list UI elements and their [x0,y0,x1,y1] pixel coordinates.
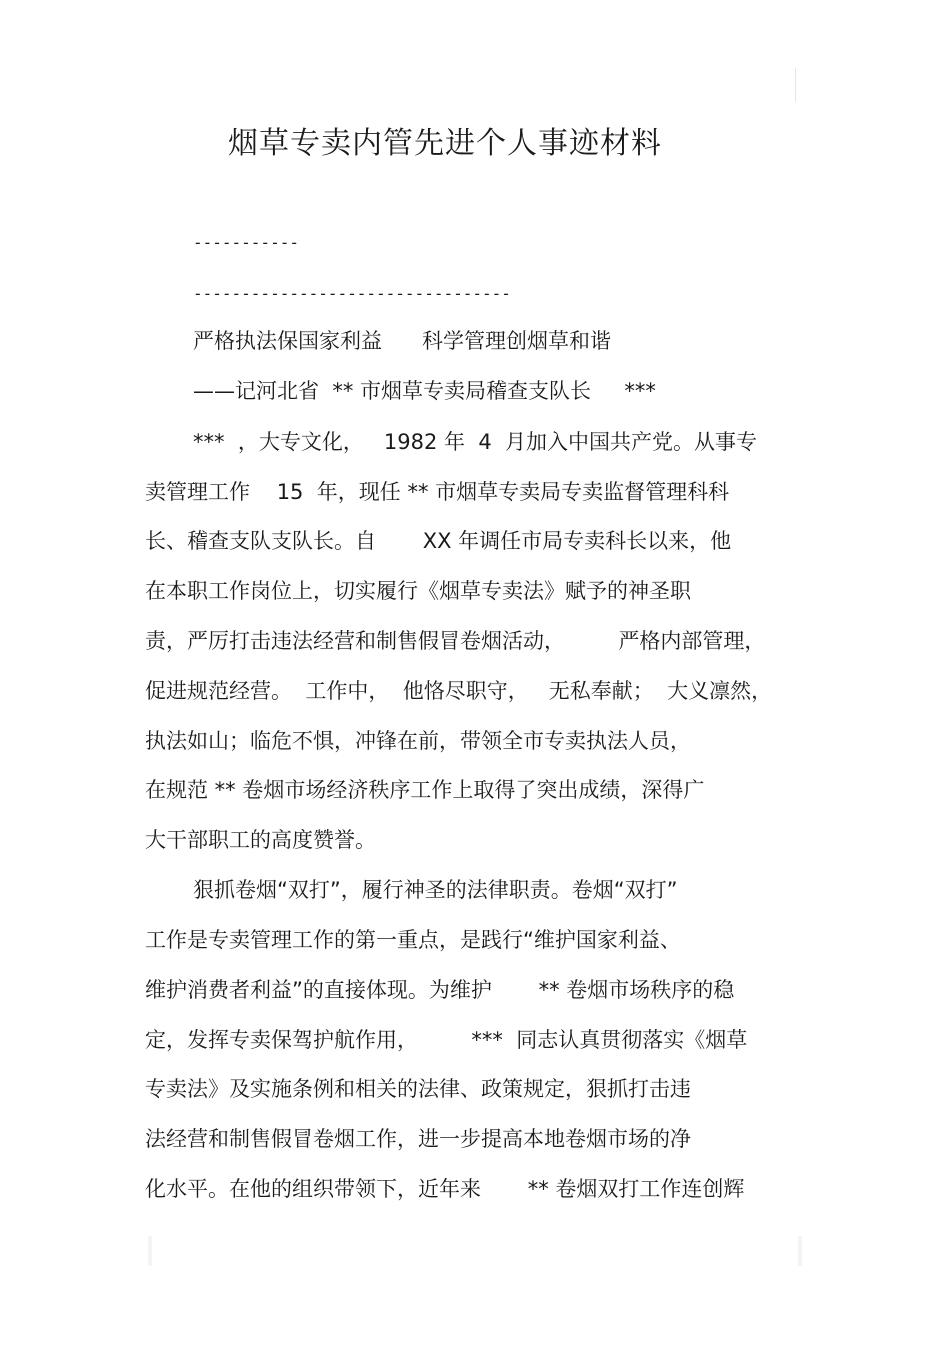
paragraph2-line: 法经营和制售假冒卷烟工作，进一步提高本地卷烟市场的净 [145,1127,691,1151]
paragraph1-line: *** ，大专文化， 1982 年 4 月加入中国共产党。从事专 [193,430,758,454]
paragraph1-line: 在规范 ** 卷烟市场经济秩序工作上取得了突出成绩，深得广 [145,778,705,802]
paragraph1-line: 卖管理工作 15 年，现任 ** 市烟草专卖局专卖监督管理科科 [145,480,730,504]
paragraph1-line: 大干部职工的高度赞誉。 [145,828,376,852]
paragraph2-line: 工作是专卖管理工作的第一重点，是践行“维护国家利益、 [145,928,681,952]
document-title: 烟草专卖内管先进个人事迹材料 [228,126,662,161]
page-edge-mark [795,68,796,102]
paragraph1-line: 在本职工作岗位上，切实履行《烟草专卖法》赋予的神圣职 [145,579,691,603]
paragraph1-line: 责，严厉打击违法经营和制售假冒卷烟活动， 严格内部管理， [145,629,766,653]
page-corner-mark-right [798,1236,802,1266]
separator-short: ----------- [193,233,299,252]
paragraph2-line: 定，发挥专卖保驾护航作用， *** 同志认真贯彻落实《烟草 [145,1028,748,1052]
paragraph2-line: 专卖法》及实施条例和相关的法律、政策规定，狠抓打击违 [145,1077,691,1101]
page-corner-mark-left [148,1236,152,1266]
separator-long: --------------------------------- [193,284,511,303]
subtitle-line-1: 严格执法保国家利益 科学管理创烟草和谐 [193,329,612,353]
paragraph1-line: 执法如山；临危不惧，冲锋在前，带领全市专卖执法人员， [145,729,691,753]
paragraph2-line: 维护消费者利益”的直接体现。为维护 ** 卷烟市场秩序的稳 [145,978,735,1002]
subtitle-line-2: ——记河北省 ** 市烟草专卖局稽查支队长 *** [193,379,656,403]
paragraph1-line: 长、稽查支队支队长。自 XX 年调任市局专卖科长以来，他 [145,529,732,553]
paragraph1-line: 促进规范经营。 工作中， 他恪尽职守， 无私奉献； 大义凛然， [145,679,773,703]
paragraph2-line: 化水平。在他的组织带领下，近年来 ** 卷烟双打工作连创辉 [145,1177,745,1201]
paragraph2-line: 狠抓卷烟“双打”，履行神圣的法律职责。卷烟“双打” [193,878,678,902]
